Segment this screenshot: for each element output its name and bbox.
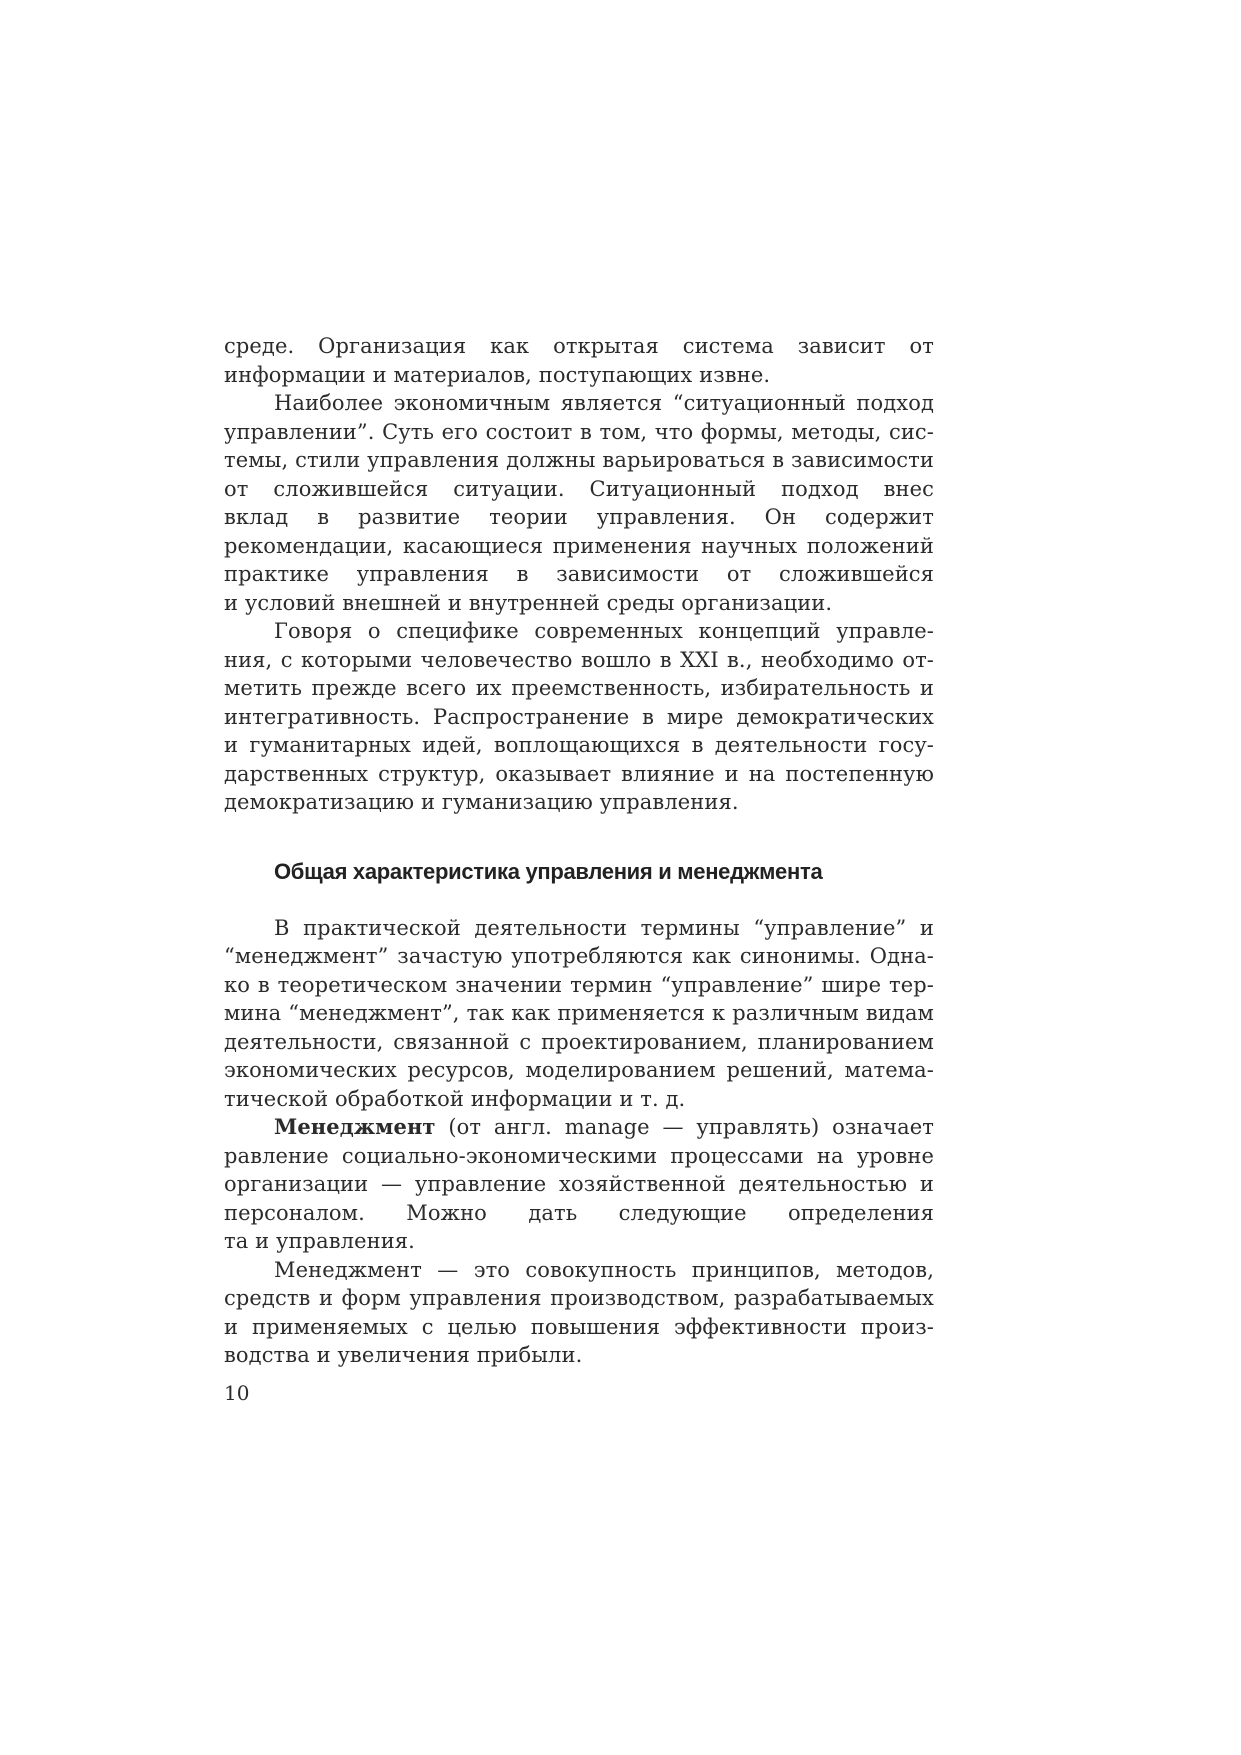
text-line: та и управления. <box>224 1229 415 1253</box>
paragraph <box>224 389 934 617</box>
paragraph <box>224 914 934 1114</box>
text-line: метить прежде всего их преемственность, избирательность и <box>224 676 934 700</box>
text-line: Наиболее экономичным является “ситуационный подход <box>274 391 934 415</box>
text-line: Говоря о специфике современных концепций управле- <box>274 619 934 643</box>
text-line: среде. Организация как открытая система зависит от <box>224 334 934 358</box>
text-line: персоналом. Можно дать следующие определения <box>224 1200 934 1225</box>
text-line: и применяемых с целью повышения эффективности произ- <box>224 1314 934 1339</box>
text-line: управлении”. Суть его состоит в том, что формы, методы, сис- <box>224 419 934 444</box>
section-heading: Общая характеристика управления и менеджмента <box>274 858 823 884</box>
text-line: дарственных структур, оказывает влияние и на постепенную <box>224 761 934 786</box>
page-body <box>224 332 934 1370</box>
paragraph <box>224 332 934 389</box>
text-line: водства и увеличения прибыли. <box>224 1343 583 1367</box>
text-line: Менеджмент — это совокупность принципов, методов, <box>274 1257 934 1282</box>
text-line: и условий внешней и внутренней среды организации. <box>224 590 833 615</box>
text-line <box>224 1113 934 1142</box>
text-line: ния, с которыми человечество вошло в XXI в., необходимо от- <box>224 647 934 672</box>
text-line: средств и форм управления производством, разрабатываемых <box>224 1286 934 1310</box>
definition-paragraph <box>224 1113 934 1256</box>
text-line: информации и материалов, поступающих извне. <box>224 362 771 387</box>
text-line: вклад в развитие теории управления. Он содержит <box>224 505 934 529</box>
text-line: экономических ресурсов, моделированием решений, матема- <box>224 1058 934 1082</box>
text-line: мина “менеджмент”, так как применяется к различным видам <box>224 1001 934 1025</box>
page-number: 10 <box>224 1381 250 1405</box>
paragraph <box>224 1256 934 1370</box>
text-line: организации — управление хозяйственной деятельностью и <box>224 1172 934 1196</box>
paragraph <box>224 617 934 817</box>
text-line: темы, стили управления должны варьироваться в зависимости <box>224 448 934 472</box>
text-line: равление социально-экономическими процессами на уровне <box>224 1143 934 1168</box>
text-line: рекомендации, касающиеся применения научных положений <box>224 533 934 558</box>
text-line: тической обработкой информации и т. д. <box>224 1086 686 1111</box>
defined-term: Менеджмент <box>274 1114 436 1139</box>
text-line: деятельности, связанной с проектированием, планированием <box>224 1029 934 1054</box>
text-line: практике управления в зависимости от сложившейся <box>224 562 934 586</box>
text-line: “менеджмент” зачастую употребляются как синонимы. Одна- <box>224 944 934 968</box>
text-line: ко в теоретическом значении термин “управление” шире тер- <box>224 972 934 997</box>
text-line: от сложившейся ситуации. Ситуационный подход внес <box>224 476 934 501</box>
text-fragment: (от англ. manage — управлять) означает <box>448 1115 934 1139</box>
text-line: демократизацию и гуманизацию управления. <box>224 790 739 814</box>
text-line: интегративность. Распространение в мире демократических <box>224 704 934 729</box>
text-line: и гуманитарных идей, воплощающихся в деятельности госу- <box>224 733 934 757</box>
text-line: В практической деятельности термины “управление” и <box>274 915 934 940</box>
